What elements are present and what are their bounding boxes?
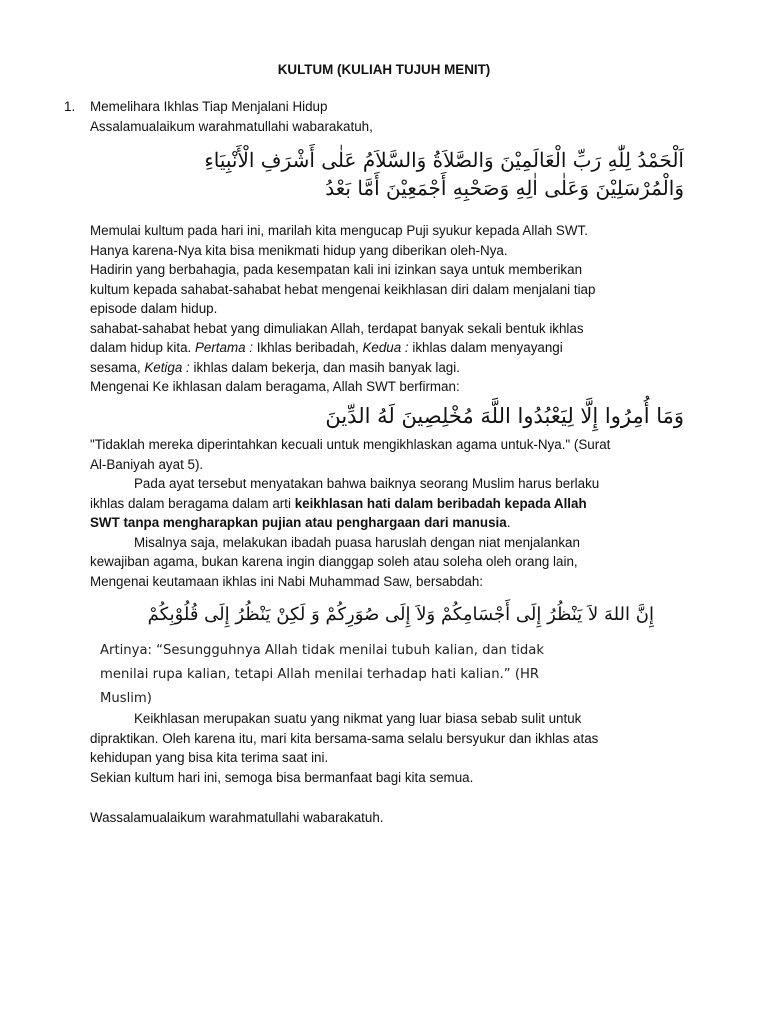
paragraph-introduction <box>90 221 682 397</box>
text-line: Artinya: “Sesungguhnya Allah tidak menilai tubuh kalian, dan tidak <box>100 643 545 658</box>
text-line: kewajiban agama, bukan karena ingin dianggap soleh atau soleha oleh orang lain, <box>90 554 578 569</box>
section-heading-text: Memelihara Ikhlas Tiap Menjalani Hidup <box>90 99 328 114</box>
text-run: ikhlas dalam beragama dalam arti <box>90 495 295 511</box>
text-line <box>90 709 682 729</box>
document-title: KULTUM (KULIAH TUJUH MENIT) <box>277 62 491 77</box>
arabic-opening-prayer <box>124 146 684 202</box>
text-line: dipraktikan. Oleh karena itu, mari kita bersama-sama selalu bersyukur dan ikhlas atas <box>90 730 599 746</box>
text-line: "Tidaklah mereka diperintahkan kecuali untuk mengikhlaskan agama untuk-Nya." (Surat <box>90 437 611 452</box>
text-run: dalam hidup kita. <box>90 340 195 355</box>
text-run: ikhlas dalam menyayangi <box>408 340 563 355</box>
opening-greeting: Assalamualaikum warahmatullahi wabarakatuh, <box>90 119 373 134</box>
text-line <box>90 533 682 553</box>
text-run: Pada ayat tersebut menyatakan bahwa baiknya seorang Muslim harus berlaku <box>134 476 600 491</box>
text-run: Ikhlas beribadah, <box>253 340 363 355</box>
text-line: sahabat-sahabat hebat yang dimuliakan Allah, terdapat banyak sekali bentuk ikhlas <box>90 320 584 336</box>
text-line: Hanya karena-Nya kita bisa menikmati hidup yang diberikan oleh-Nya. <box>90 242 508 258</box>
text-line: Sekian kultum hari ini, semoga bisa bermanfaat bagi kita semua. <box>90 769 474 785</box>
text-line <box>90 338 682 358</box>
text-run: . <box>506 515 511 530</box>
text-line: episode dalam hidup. <box>90 301 218 316</box>
text-line: menilai rupa kalian, tetapi Allah menilai terhadap hati kalian.” (HR <box>100 667 540 682</box>
text-line <box>90 358 682 378</box>
text-run: ikhlas dalam bekerja, dan masih banyak lagi. <box>189 359 460 375</box>
section-heading <box>64 99 684 114</box>
text-line: kehidupan yang bisa kita terima saat ini. <box>90 750 329 765</box>
text-line: Memulai kultum pada hari ini, marilah kita mengucap Puji syukur kepada Allah SWT. <box>90 223 588 238</box>
paragraph-conclusion <box>90 709 682 787</box>
arabic-quran-verse: وَمَا أُمِرُوا إِلَّا لِيَعْبُدُوا اللَّهَ مُخْلِصِينَ لَهُ الدِّينَ <box>325 404 684 428</box>
italic-term: Pertama : <box>194 340 254 355</box>
text-line <box>90 494 682 514</box>
verse-translation <box>90 435 682 474</box>
arabic-hadith: إِنَّ اللهَ لاَ يَنْظُرُ إِلَى أَجْسَامِكُمْ وَلاَ إِلَى صُوَرِكُمْ وَ لَكِنْ يَنْظُرُ إِلَى قُلُوْبِكُمْ <box>147 604 654 625</box>
text-line: Mengenai keutamaan ikhlas ini Nabi Muhammad Saw, bersabdah: <box>90 573 484 589</box>
text-line: Al-Baniyah ayat 5). <box>90 456 204 472</box>
arabic-opening-line: اَلْحَمْدُ لِلّٰهِ رَبِّ الْعَالَمِيْنَ وَالصَّلاَةُ وَالسَّلاَمُ عَلٰى أَشْرَفِ الْأَنْبِيَاءِ <box>204 148 684 172</box>
bold-phrase: keikhlasan hati dalam beribadah kepada Allah <box>294 495 587 511</box>
italic-term: Kedua : <box>362 340 409 355</box>
text-line <box>90 513 682 533</box>
text-run: Keikhlasan merupakan suatu yang nikmat yang luar biasa sebab sulit untuk <box>134 711 582 726</box>
text-line: Hadirin yang berbahagia, pada kesempatan kali ini izinkan saya untuk memberikan <box>90 262 583 277</box>
arabic-opening-line: وَالْمُرْسَلِيْنَ وَعَلٰى اٰلِهِ وَصَحْبِهِ أَجْمَعِيْنَ أَمَّا بَعْدُ <box>325 176 684 200</box>
closing-greeting: Wassalamualaikum warahmatullahi wabarakatuh. <box>90 810 384 825</box>
text-run: sesama, <box>90 359 145 375</box>
text-run: Misalnya saja, melakukan ibadah puasa haruslah dengan niat menjalankan <box>134 534 580 550</box>
bold-phrase: SWT tanpa mengharapkan pujian atau penghargaan dari manusia <box>90 515 507 530</box>
italic-term: Ketiga : <box>144 359 190 375</box>
text-line: Muslim) <box>100 691 152 706</box>
hadith-translation <box>100 639 600 711</box>
text-line: Mengenai Ke ikhlasan dalam beragama, Allah SWT berfirman: <box>90 379 460 394</box>
paragraph-explanation <box>90 474 682 591</box>
section-number: 1. <box>64 99 76 114</box>
text-line <box>90 474 682 494</box>
text-line: kultum kepada sahabat-sahabat hebat mengenai keikhlasan diri dalam menjalani tiap <box>90 281 596 297</box>
